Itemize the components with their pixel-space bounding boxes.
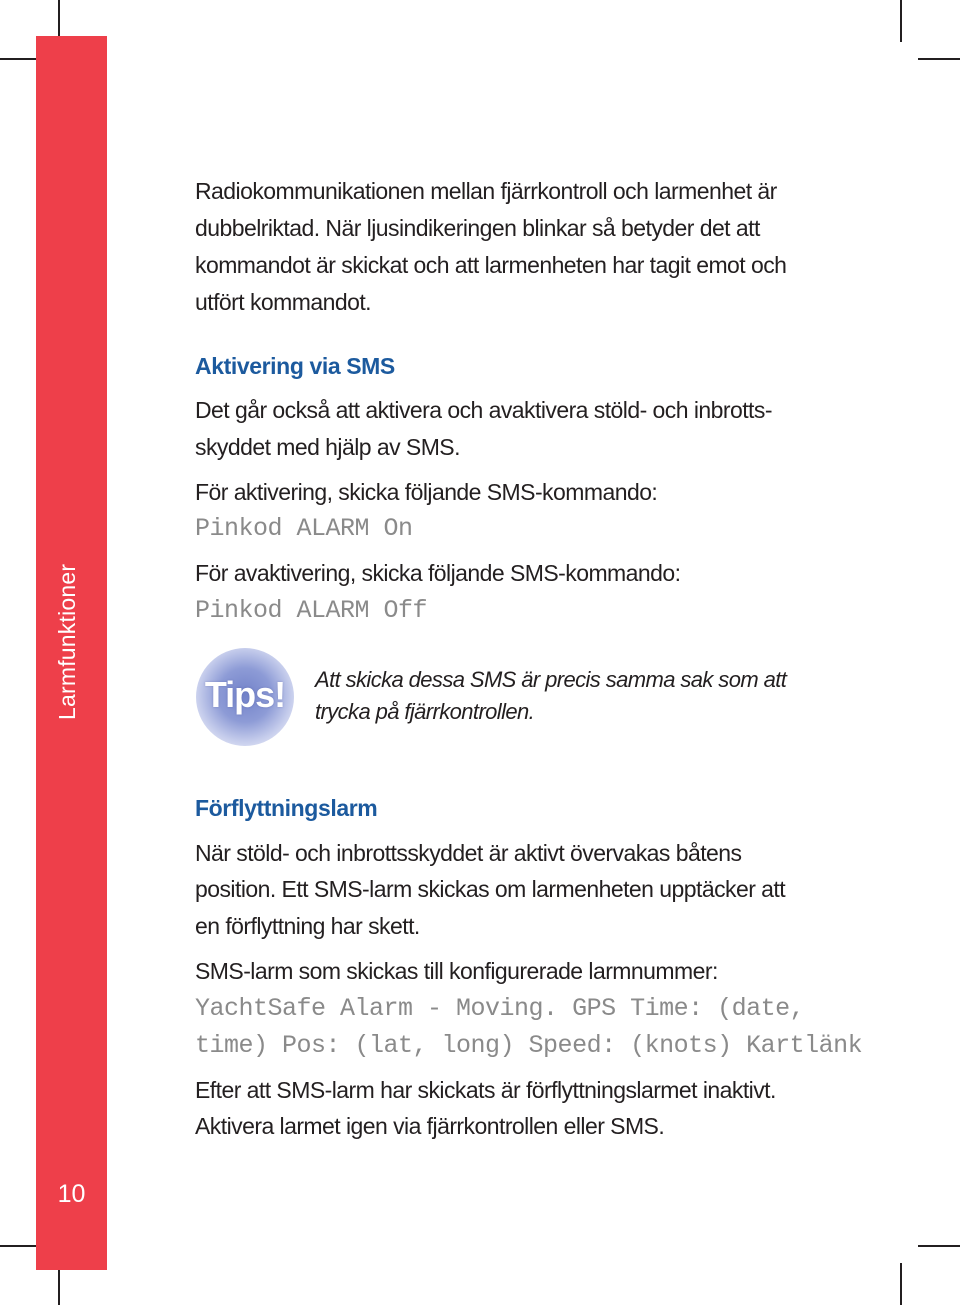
- closing-line: Efter att SMS-larm har skickats är förflyttningslarmet inaktivt.: [195, 1077, 776, 1103]
- sms-paragraph-line: skyddet med hjälp av SMS.: [195, 434, 460, 460]
- intro-line: Radiokommunikationen mellan fjärrkontroll och larmenhet är: [195, 178, 777, 204]
- activate-label: För aktivering, skicka följande SMS-kommando:: [195, 479, 658, 505]
- crop-mark: [900, 0, 902, 42]
- page-number: 10: [57, 1180, 86, 1208]
- crop-mark: [918, 58, 960, 60]
- crop-mark: [900, 1263, 902, 1305]
- crop-mark: [918, 1245, 960, 1247]
- movement-paragraph-line: position. Ett SMS-larm skickas om larmenheten upptäcker att: [195, 876, 786, 902]
- tips-badge-text: Tips!: [204, 674, 286, 715]
- intro-line: kommandot är skickat och att larmenheten har tagit emot och: [195, 252, 787, 278]
- tips-badge-icon: [196, 648, 294, 746]
- movement-paragraph-line: en förflyttning har skett.: [195, 913, 420, 939]
- activate-command: Pinkod ALARM On: [195, 514, 413, 543]
- deactivate-command: Pinkod ALARM Off: [195, 596, 428, 625]
- sms-alarm-message: time) Pos: (lat, long) Speed: (knots) Kartlänk: [195, 1031, 863, 1060]
- sms-alarm-label: SMS-larm som skickas till konfigurerade larmnummer:: [195, 958, 718, 984]
- tip-note-line: trycka på fjärrkontrollen.: [315, 699, 535, 724]
- deactivate-label: För avaktivering, skicka följande SMS-kommando:: [195, 560, 681, 586]
- intro-line: dubbelriktad. När ljusindikeringen blinkar så betyder det att: [195, 215, 760, 241]
- tip-note: [315, 664, 786, 728]
- section-heading-movement: Förflyttningslarm: [195, 795, 378, 821]
- section-heading-sms: Aktivering via SMS: [195, 353, 395, 379]
- tip-note-line: Att skicka dessa SMS är precis samma sak som att: [315, 667, 787, 692]
- sms-paragraph-line: Det går också att aktivera och avaktivera stöld- och inbrotts-: [195, 397, 772, 423]
- chapter-label-text: Larmfunktioner: [54, 563, 80, 720]
- movement-paragraph-line: När stöld- och inbrottsskyddet är aktivt övervakas båtens: [195, 840, 742, 866]
- intro-line: utfört kommandot.: [195, 289, 372, 315]
- closing-line: Aktivera larmet igen via fjärrkontrollen eller SMS.: [195, 1113, 665, 1139]
- sms-alarm-message: YachtSafe Alarm - Moving. GPS Time: (date,: [195, 994, 805, 1023]
